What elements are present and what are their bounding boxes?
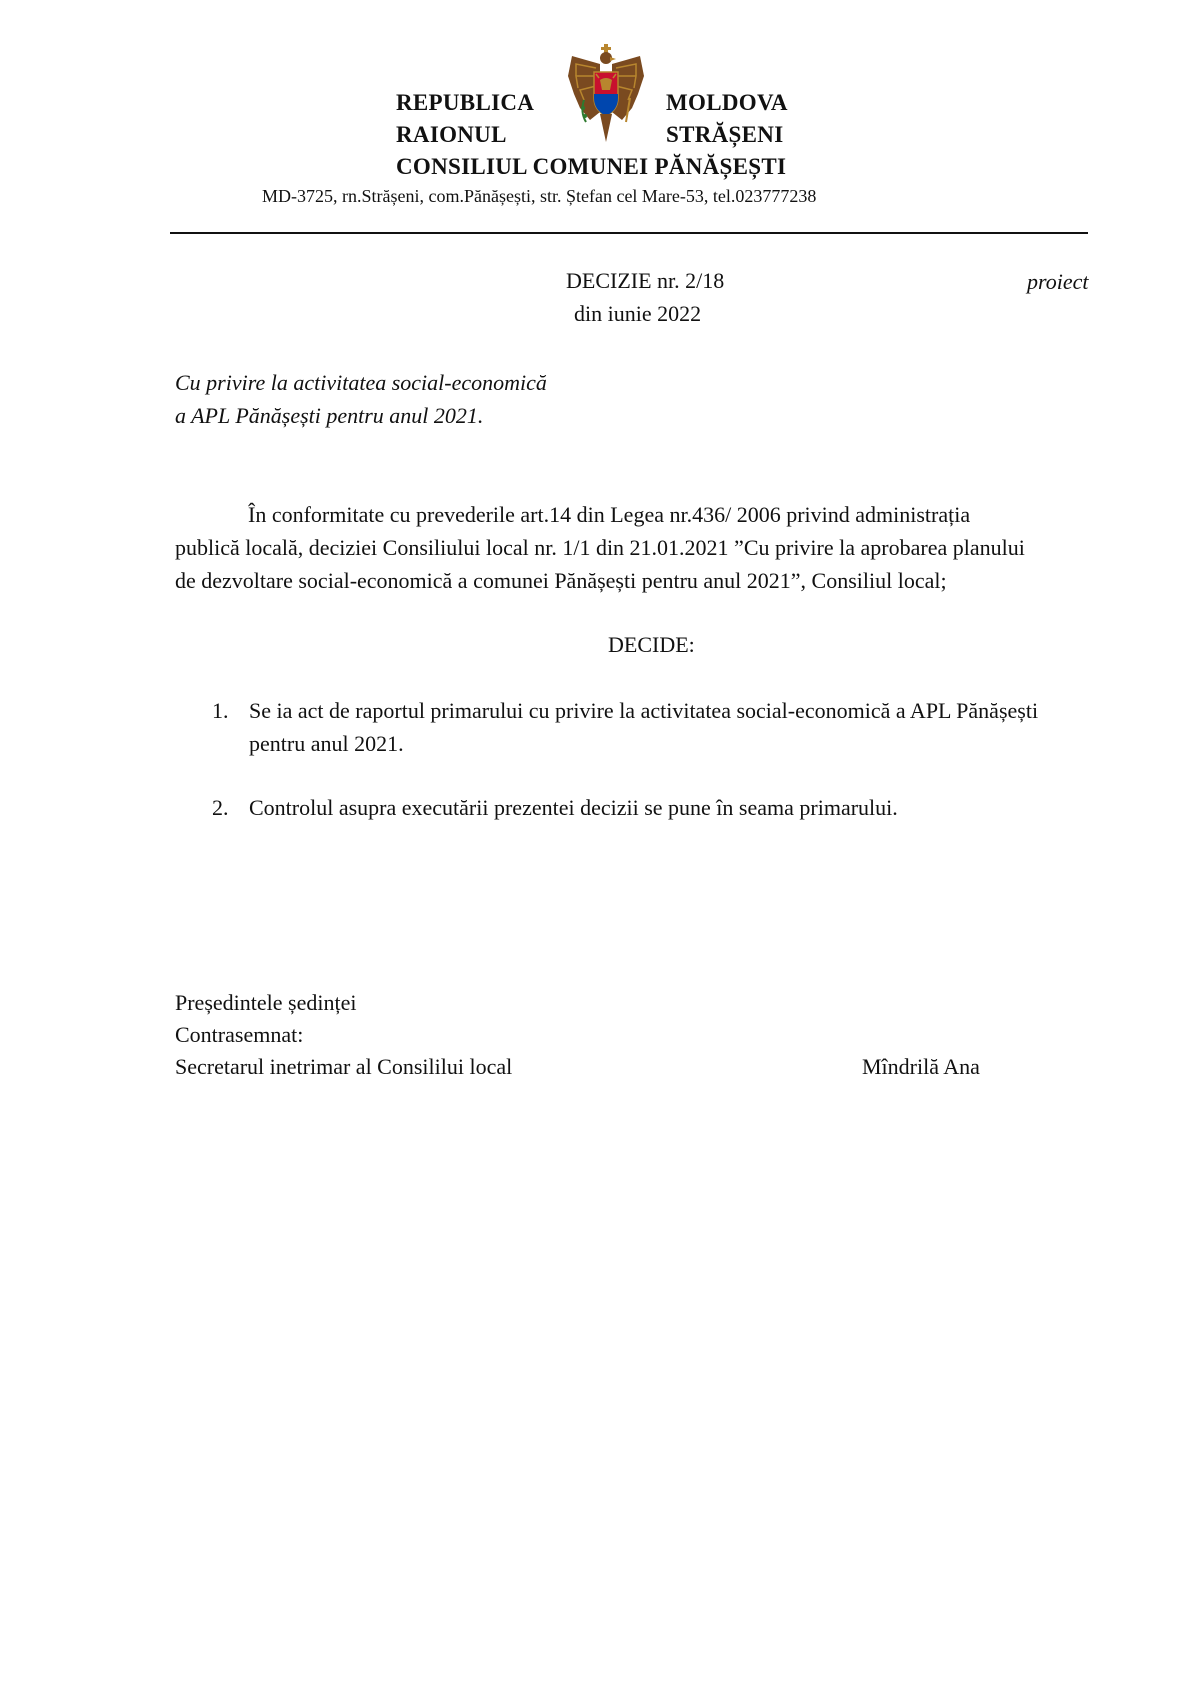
- item-2-line-1: Controlul asupra executării prezentei decizii se pune în seama primarului.: [249, 795, 898, 820]
- header-council: CONSILIUL COMUNEI PĂNĂȘEȘTI: [396, 154, 787, 179]
- header-moldova: MOLDOVA: [666, 90, 788, 115]
- preamble-line-1: În conformitate cu prevederile art.14 din Legea nr.436/ 2006 privind administrația: [248, 502, 971, 527]
- signature-secretary: Secretarul inetrimar al Consililui local: [175, 1054, 513, 1079]
- item-1-line-2: pentru anul 2021.: [249, 731, 404, 756]
- subject-line-1: Cu privire la activitatea social-economică: [175, 370, 547, 395]
- subject-line-2: a APL Pănășești pentru anul 2021.: [175, 403, 484, 428]
- header-address: MD-3725, rn.Strășeni, com.Pănășești, str. Ștefan cel Mare-53, tel.023777238: [262, 186, 817, 206]
- header-straseni: STRĂȘENI: [666, 122, 784, 147]
- signature-countersigned: Contrasemnat:: [175, 1022, 304, 1047]
- decision-status: proiect: [1027, 269, 1089, 294]
- moldova-coat-of-arms-icon: [566, 42, 646, 146]
- item-number: 2.: [212, 795, 229, 820]
- decide-heading: DECIDE:: [608, 632, 695, 657]
- item-1-line-1: Se ia act de raportul primarului cu privire la activitatea social-economică a APL Pănășești: [249, 698, 1039, 723]
- preamble-line-3: de dezvoltare social-economică a comunei Pănășești pentru anul 2021”, Consiliul local;: [175, 568, 947, 593]
- item-number: 1.: [212, 698, 229, 723]
- decision-title: DECIZIE nr. 2/18: [566, 268, 725, 293]
- signature-president: Președintele ședinței: [175, 990, 357, 1015]
- header-divider: [170, 232, 1088, 234]
- preamble-line-2: publică locală, deciziei Consiliului local nr. 1/1 din 21.01.2021 ”Cu privire la aprobarea planului: [175, 535, 1025, 560]
- decision-date: din iunie 2022: [574, 301, 702, 326]
- header-republica: REPUBLICA: [396, 90, 535, 115]
- header-raionul: RAIONUL: [396, 122, 507, 147]
- signature-secretary-name: Mîndrilă Ana: [862, 1054, 980, 1079]
